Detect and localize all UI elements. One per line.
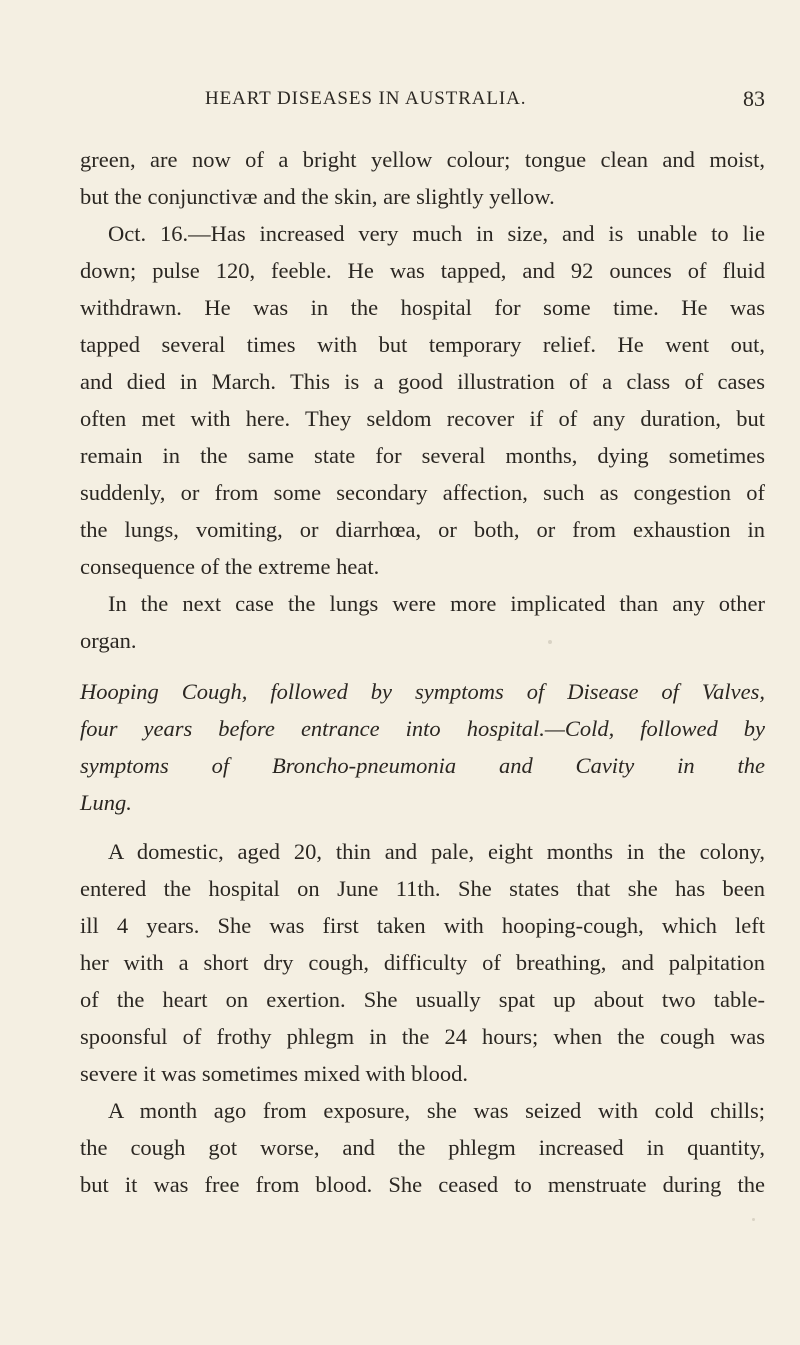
text-line: down; pulse 120, feeble. He was tapped, and 92 ounces of fluid [80,258,765,283]
text-line: the cough got worse, and the phlegm increased in quantity, [80,1135,765,1160]
running-head: HEART DISEASES IN AUSTRALIA. [205,88,527,109]
text-line: withdrawn. He was in the hospital for some time. He was [80,295,765,320]
text-line: In the next case the lungs were more implicated than any other [108,591,765,616]
page-number: 83 [743,86,765,111]
text-line: and died in March. This is a good illustration of a class of cases [80,369,765,394]
text-line: severe it was sometimes mixed with blood. [80,1061,469,1086]
text-line: Oct. 16.—Has increased very much in size, and is unable to lie [108,221,765,246]
case-heading-line: Hooping Cough, followed by symptoms of Disease of Valves, [80,679,765,704]
text-line: entered the hospital on June 11th. She states that she has been [80,876,765,901]
text-line: her with a short dry cough, difficulty of breathing, and palpitation [80,950,765,975]
case-heading-line: four years before entrance into hospital.—Cold, followed by [80,716,765,741]
text-line: of the heart on exertion. She usually spat up about two table- [80,987,765,1012]
text-line: remain in the same state for several months, dying sometimes [80,443,765,468]
page-header [90,86,770,114]
text-line: A domestic, aged 20, thin and pale, eight months in the colony, [108,839,765,864]
text-line: spoonsful of frothy phlegm in the 24 hours; when the cough was [80,1024,765,1049]
text-line: the lungs, vomiting, or diarrhœa, or both, or from exhaustion in [80,517,765,542]
text-line: suddenly, or from some secondary affection, such as congestion of [80,480,765,505]
paper-speck [752,1218,755,1221]
text-line: but the conjunctivæ and the skin, are slightly yellow. [80,184,555,209]
text-line: organ. [80,628,137,653]
text-line: consequence of the extreme heat. [80,554,380,579]
text-line: often met with here. They seldom recover if of any duration, but [80,406,765,431]
text-line: green, are now of a bright yellow colour; tongue clean and moist, [80,147,765,172]
paper-speck [548,640,552,644]
case-heading-line: symptoms of Broncho-pneumonia and Cavity in the [80,753,765,778]
text-line: ill 4 years. She was first taken with hooping-cough, which left [80,913,765,938]
text-line: tapped several times with but temporary relief. He went out, [80,332,765,357]
text-line: but it was free from blood. She ceased to menstruate during the [80,1172,765,1197]
case-heading-line: Lung. [80,790,132,815]
text-line: A month ago from exposure, she was seized with cold chills; [108,1098,765,1123]
